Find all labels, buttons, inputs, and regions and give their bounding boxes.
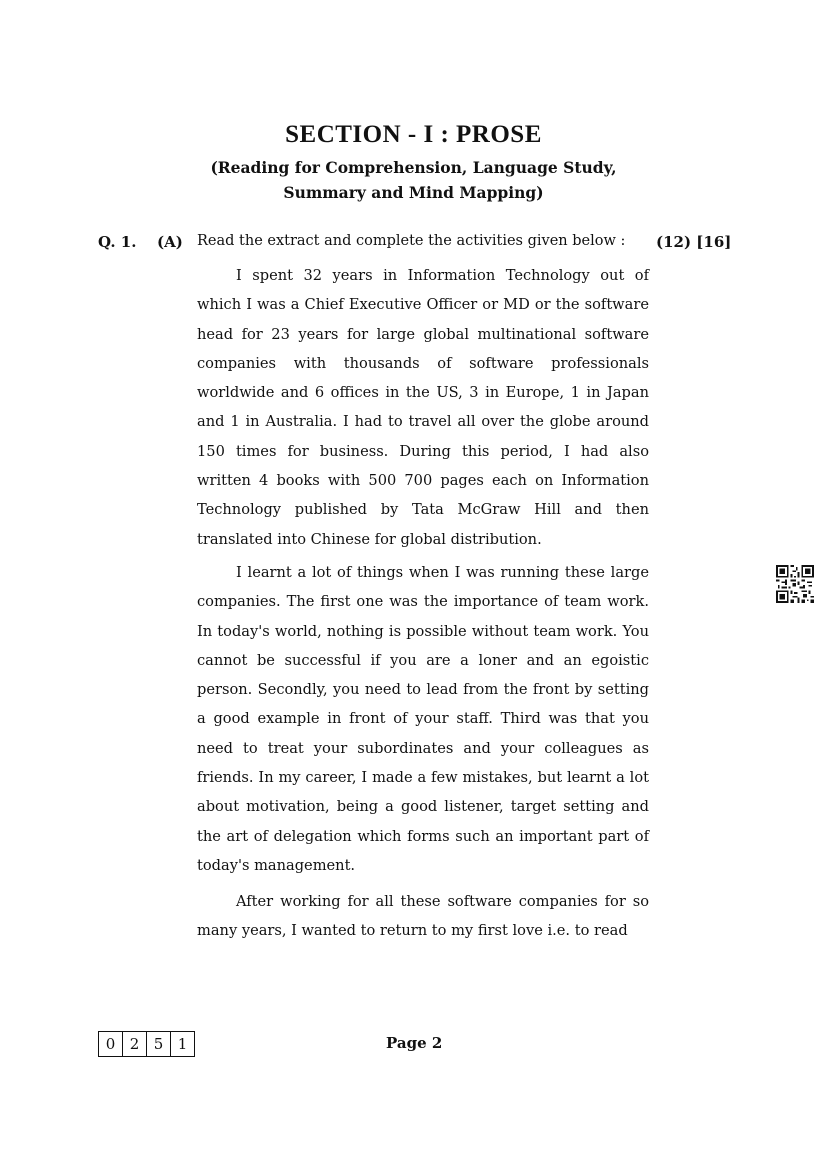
paper-code-digit: 5 <box>147 1032 171 1056</box>
paper-code-digit: 1 <box>177 1035 188 1053</box>
section-subtitle-line1: (Reading for Comprehension, Language Study, <box>210 158 617 177</box>
question-marks: (12) [16] <box>656 233 732 251</box>
question-part: (A) <box>157 233 183 251</box>
section-subtitle-line2: Summary and Mind Mapping) <box>283 183 544 202</box>
passage-paragraph-2: I learnt a lot of things when I was running these large companies. The first one was the importance of team work. In today's world, nothing is possible without team work. You cannot be successful if you are a loner and an egoistic person. Secondly, you need to lead from the front by setting a good example in front of your staff. Third was that you need to treat your subordinates and your colleagues as friends. In my career, I made a few mistakes, but learnt a lot about motivation, being a good listener, target setting and the art of delegation which forms such an important part of today's management. <box>197 564 649 874</box>
page-number: Page 2 <box>386 1034 443 1052</box>
question-number: Q. 1. <box>98 233 137 251</box>
passage-paragraph-3: After working for all these software companies for so many years, I wanted to return to my first love i.e. to read <box>197 893 649 940</box>
paper-code-digit: 2 <box>123 1032 147 1056</box>
question-instruction: Read the extract and complete the activities given below : <box>197 233 626 249</box>
section-title: SECTION - I : PROSE <box>285 121 542 148</box>
qr-code-icon <box>776 565 814 603</box>
paper-code-box <box>98 1031 195 1057</box>
paper-code-digit: 0 <box>99 1032 123 1056</box>
passage-paragraph-1: I spent 32 years in Information Technology out of which I was a Chief Executive Officer or MD or the software head for 23 years for large global multinational software companies with thousands of software professionals worldwide and 6 offices in the US, 3 in Europe, 1 in Japan and 1 in Australia. I had to travel all over the globe around 150 times for business. During this period, I had also written 4 books with 500 700 pages each on Information Technology published by Tata McGraw Hill and then translated into Chinese for global distribution. <box>197 267 649 548</box>
